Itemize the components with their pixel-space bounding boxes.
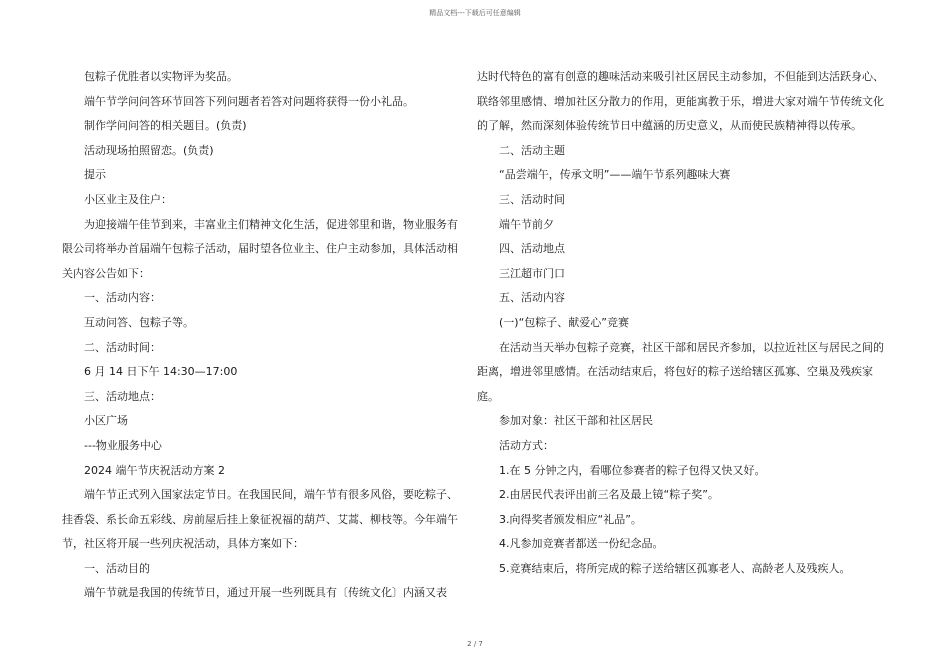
paragraph: 参加对象：社区干部和社区居民 <box>499 414 653 428</box>
paragraph: 达时代特色的富有创意的趣味活动来吸引社区居民主动参加，不但能到达活跃身心、联络邻里感情、增加社区分散力的作用，更能寓教于乐，增进大家对端午节传统文化的了解，然而深刻体验传统节日中蕴涵的历史意义，从而使民族精神得以传承。 <box>477 70 884 133</box>
paragraph: 四、活动地点 <box>499 242 565 256</box>
paragraph: 二、活动时间： <box>84 340 161 354</box>
paragraph: 一、活动内容： <box>84 291 161 305</box>
paragraph: 三江超市门口 <box>499 266 565 280</box>
paragraph: 端午节正式列入国家法定节日。在我国民间，端午节有很多风俗，要吃粽子、挂香袋、系长命五彩线、房前屋后挂上象征祝福的葫芦、艾蒿、柳枝等。今年端午节，社区将开展一些列庆祝活动，具体方案如下： <box>62 488 458 551</box>
page-header: 精品文档---下载后可任意编辑 <box>429 9 521 17</box>
paragraph: 5.竞赛结束后，将所完成的粽子送给辖区孤寡老人、高龄老人及残疾人。 <box>499 561 851 575</box>
paragraph: 提示 <box>84 168 106 182</box>
paragraph: 五、活动内容 <box>499 291 565 305</box>
page-number: 2 / 7 <box>467 640 483 648</box>
paragraph: (一)“包粽子、献爱心”竞赛 <box>499 315 629 329</box>
paragraph: 在活动当天举办包粽子竞赛，社区干部和居民齐参加，以拉近社区与居民之间的距离，增进邻里感情。在活动结束后，将包好的粽子送给辖区孤寡、空巢及残疾家庭。 <box>477 340 884 403</box>
paragraph: 制作学问问答的相关题目。(负责) <box>84 119 247 133</box>
paragraph: 活动现场拍照留恋。(负责) <box>84 143 214 157</box>
paragraph: 三、活动地点： <box>84 389 161 403</box>
paragraph: 小区广场 <box>84 414 128 428</box>
paragraph: 端午节学问问答环节回答下列问题者若答对问题将获得一份小礼品。 <box>84 94 414 108</box>
paragraph: 4.凡参加竞赛者都送一份纪念品。 <box>499 537 664 551</box>
paragraph: 1.在 5 分钟之内，看哪位参赛者的粽子包得又快又好。 <box>499 463 766 477</box>
paragraph: 2.由居民代表评出前三名及最上镜“粽子奖”。 <box>499 488 719 502</box>
paragraph: “品尝端午，传承文明”——端午节系列趣味大赛 <box>499 168 731 182</box>
left-column <box>62 65 460 606</box>
paragraph: 为迎接端午佳节到来，丰富业主们精神文化生活，促进邻里和谐，物业服务有限公司将举办首届端午包粽子活动，届时望各位业主、住户主动参加，具体活动相关内容公告如下： <box>62 217 458 280</box>
paragraph: 二、活动主题 <box>499 143 565 157</box>
paragraph: 6 月 14 日下午 14:30—17:00 <box>84 365 238 379</box>
paragraph: 端午节前夕 <box>499 217 554 231</box>
paragraph: 一、活动目的 <box>84 561 150 575</box>
paragraph: 2024 端午节庆祝活动方案 2 <box>84 463 225 477</box>
paragraph: 活动方式： <box>499 438 554 452</box>
paragraph: ---物业服务中心 <box>84 438 162 452</box>
right-column <box>477 65 887 581</box>
paragraph: 三、活动时间 <box>499 192 565 206</box>
paragraph: 3.向得奖者颁发相应“礼品”。 <box>499 512 642 526</box>
paragraph: 包粽子优胜者以实物评为奖品。 <box>84 70 238 83</box>
paragraph: 互动问答、包粽子等。 <box>84 315 194 329</box>
paragraph: 小区业主及住户： <box>84 192 172 206</box>
paragraph: 端午节就是我国的传统节日，通过开展一些列既具有〔传统文化〕内涵又表 <box>84 586 447 600</box>
